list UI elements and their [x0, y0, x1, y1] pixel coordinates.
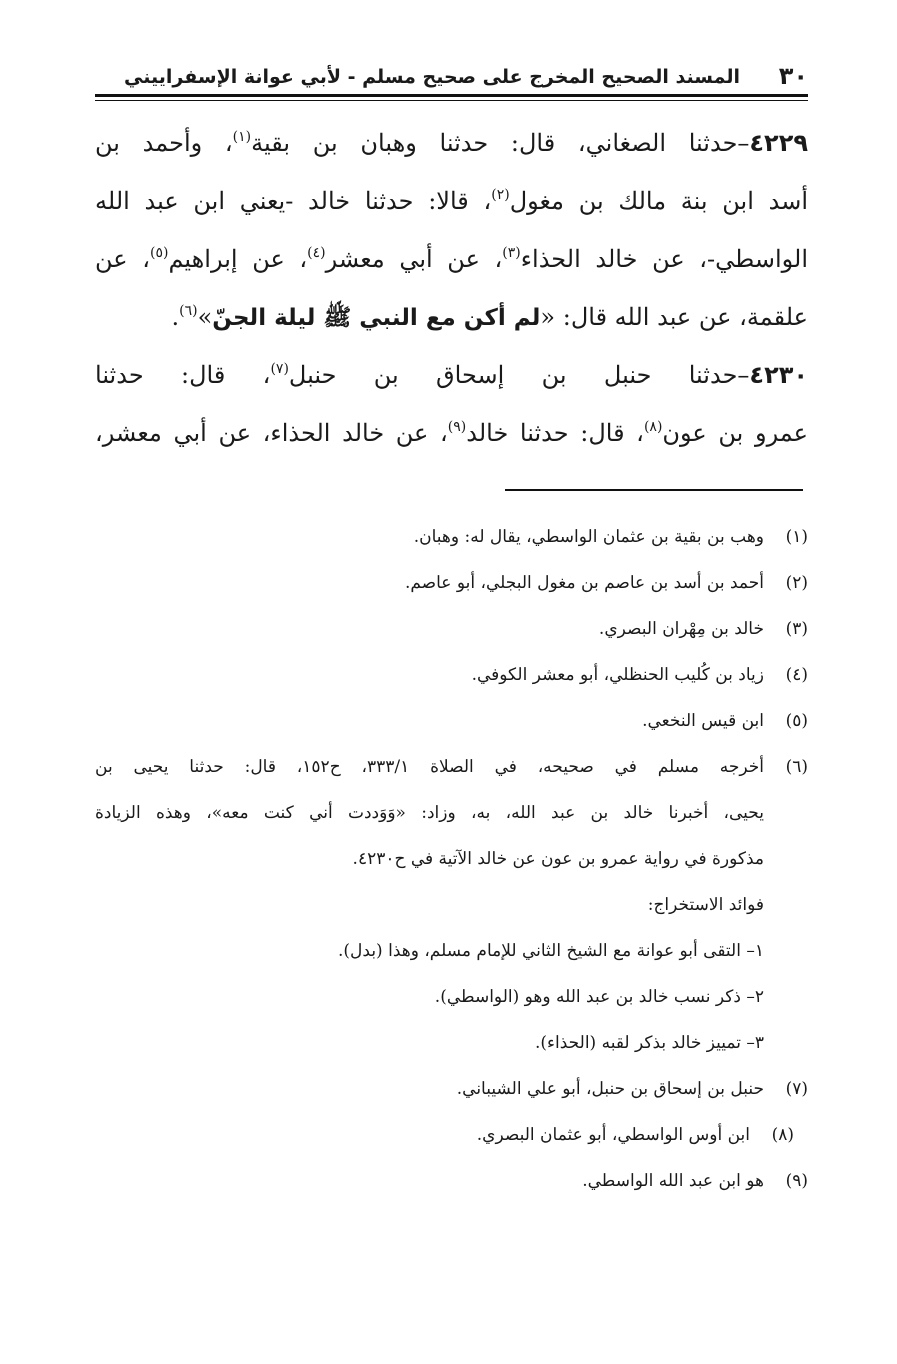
footnote-ref: (٩) — [447, 419, 467, 435]
footnote-6-line-3: مذكورة في رواية عمرو بن عون عن خالد الآتية في ح٤٢٣٠. — [352, 849, 764, 869]
footnote-4 — [95, 656, 808, 702]
footnote-1 — [95, 518, 808, 564]
hadith-4229-line-1: ٤٢٢٩–حدثنا الصغاني، قال: حدثنا وهبان بن بقية$^{(١)}$، وأحمد بن — [95, 129, 808, 157]
footnote-marker: (٢) — [785, 573, 808, 593]
footnote-marker: (١) — [785, 527, 808, 547]
book-title: المسند الصحيح المخرج على صحيح مسلم - لأبي عوانة الإسفراييني — [124, 66, 740, 88]
footnote-text: حنبل بن إسحاق بن حنبل، أبو علي الشيباني. — [456, 1079, 764, 1099]
hadith-4230-line-1: ٤٢٣٠–حدثنا حنبل بن إسحاق بن حنبل$^{(٧)}$، قال: حدثنا — [95, 361, 809, 389]
footnote-ref: (٣) — [502, 245, 521, 261]
hadith-number: ٤٢٣٠ — [749, 361, 809, 389]
footnote-text: زياد بن كُليب الحنظلي، أبو معشر الكوفي. — [471, 665, 764, 685]
hadith-matn: لم أكن مع النبي ﷺ ليلة الجنّ — [212, 305, 541, 331]
page-header — [95, 58, 808, 94]
fawaid-title: فوائد الاستخراج: — [647, 895, 764, 915]
footnote-marker: (٤) — [785, 665, 808, 685]
hadith-4229-line-4: علقمة، عن عبد الله قال: «لم أكن مع النبي ﷺ ليلة الجنّ»$^{(٦)}$. — [171, 303, 808, 331]
footnote-text: هو ابن عبد الله الواسطي. — [582, 1171, 764, 1191]
footnote-ref: (٤) — [307, 245, 326, 261]
footnotes — [95, 518, 808, 1208]
footnote-7 — [95, 1070, 808, 1116]
footnote-text: ابن قيس النخعي. — [642, 711, 764, 731]
footnote-marker: (٩) — [785, 1171, 808, 1191]
footnote-text: أخرجه مسلم في صحيحه، في الصلاة ٣٣٣/١، ح١٥٢، قال: حدثنا يحيى بن — [95, 757, 764, 777]
footnote-marker: (٥) — [785, 711, 808, 731]
footnote-text: وهب بن بقية بن عثمان الواسطي، يقال له: وهبان. — [413, 527, 764, 547]
footnote-8 — [95, 1116, 808, 1162]
footnote-2 — [95, 564, 808, 610]
header-rule-thin — [95, 100, 808, 101]
footnote-separator — [505, 489, 803, 491]
hadith-4229-line-3: الواسطي-، عن خالد الحذاء$^{(٣)}$، عن أبي معشر$^{(٤)}$، عن إبراهيم$^{(٥)}$، عن — [95, 245, 808, 273]
page-number: ٣٠ — [778, 62, 808, 90]
footnote-marker: (٨) — [771, 1125, 794, 1145]
footnote-3 — [95, 610, 808, 656]
footnote-ref: (٢) — [491, 187, 510, 203]
footnote-ref: (٧) — [270, 361, 289, 377]
fawaid-point-3: ٣– تمييز خالد بذكر لقبه (الحذاء). — [535, 1033, 764, 1053]
footnote-marker: (٧) — [785, 1079, 808, 1099]
footnote-9 — [95, 1162, 808, 1208]
main-text — [95, 118, 808, 466]
footnote-marker: (٣) — [785, 619, 808, 639]
footnote-5 — [95, 702, 808, 748]
footnote-marker: (٦) — [785, 757, 808, 777]
footnote-ref: (٦) — [179, 303, 198, 319]
hadith-number: ٤٢٢٩ — [749, 129, 808, 157]
footnote-ref: (٥) — [149, 245, 169, 261]
footnote-text: ابن أوس الواسطي، أبو عثمان البصري. — [476, 1125, 750, 1145]
hadith-4229-line-2: أسد ابن بنة مالك بن مغول$^{(٢)}$، قالا: حدثنا خالد -يعني ابن عبد الله — [95, 187, 808, 215]
footnote-6 — [95, 748, 808, 794]
footnote-ref: (٨) — [643, 419, 663, 435]
fawaid-point-2: ٢– ذكر نسب خالد بن عبد الله وهو (الواسطي). — [434, 987, 764, 1007]
header-rule-thick — [95, 94, 808, 97]
footnote-ref: (١) — [232, 129, 252, 145]
fawaid-point-1: ١– التقى أبو عوانة مع الشيخ الثاني للإمام مسلم، وهذا (بدل). — [338, 941, 764, 961]
hadith-4230-line-2: عمرو بن عون$^{(٨)}$، قال: حدثنا خالد$^{(٩)}$، عن خالد الحذاء، عن أبي معشر، — [95, 419, 809, 447]
footnote-6-line-2: يحيى، أخبرنا خالد بن عبد الله، به، وزاد: «وَوَددت أني كنت معه»، وهذه الزيادة — [95, 803, 764, 823]
footnote-text: خالد بن مِهْران البصري. — [598, 619, 764, 639]
footnote-text: أحمد بن أسد بن عاصم بن مغول البجلي، أبو عاصم. — [404, 573, 764, 593]
